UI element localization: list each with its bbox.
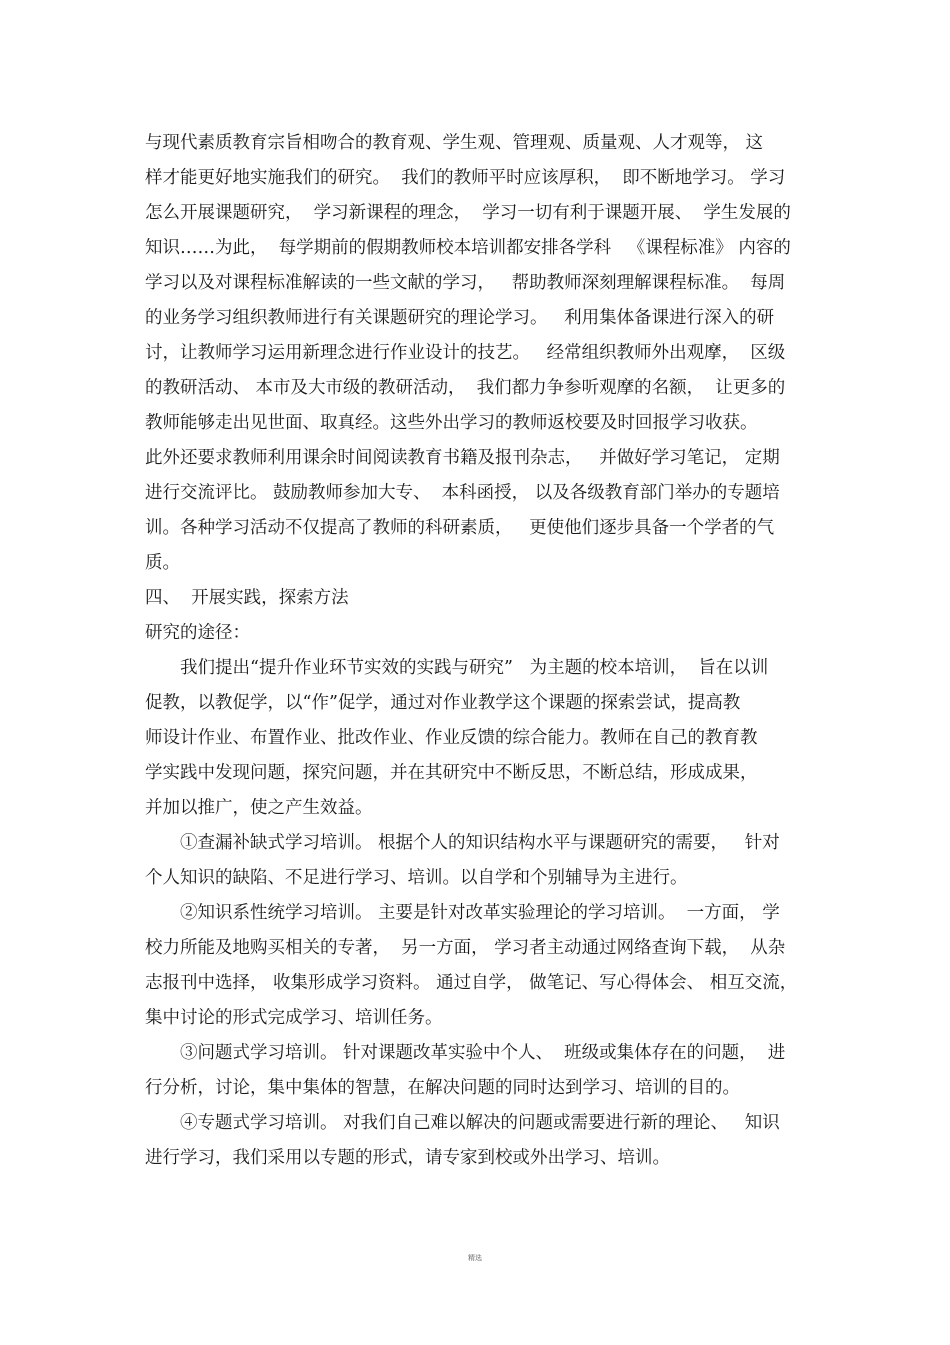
text-line: 志报刊中选择， 收集形成学习资料。 通过自学， 做笔记、写心得体会、 相互交流， <box>145 973 798 993</box>
text-line: ①查漏补缺式学习培训。 根据个人的知识结构水平与课题研究的需要， 针对 <box>180 833 780 853</box>
text-line: 并加以推广，使之产生效益。 <box>145 798 373 818</box>
text-line: 与现代素质教育宗旨相吻合的教育观、学生观、管理观、质量观、人才观等， 这 <box>145 133 764 153</box>
text-line: 学习以及对课程标准解读的一些文献的学习， 帮助教师深刻理解课程标准。 每周 <box>145 273 786 293</box>
text-line: 学实践中发现问题，探究问题，并在其研究中不断反思，不断总结，形成成果， <box>145 763 758 783</box>
text-line: 我们提出“提升作业环节实效的实践与研究” 为主题的校本培训， 旨在以训 <box>180 658 769 678</box>
text-line: 讨，让教师学习运用新理念进行作业设计的技艺。 经常组织教师外出观摩， 区级 <box>145 343 786 363</box>
text-line: 的教研活动、 本市及大市级的教研活动， 我们都力争参听观摩的名额， 让更多的 <box>145 378 786 398</box>
text-line: 进行交流评比。 鼓励教师参加大专、 本科函授， 以及各级教育部门举办的专题培 <box>145 483 780 503</box>
text-line: 质。 <box>145 553 180 573</box>
text-line: 进行学习，我们采用以专题的形式，请专家到校或外出学习、培训。 <box>145 1148 670 1168</box>
text-line: 的业务学习组织教师进行有关课题研究的理论学习。 利用集体备课进行深入的研 <box>145 308 775 328</box>
page-footer: 精选 <box>468 1254 482 1262</box>
text-line: 个人知识的缺陷、不足进行学习、培训。以自学和个别辅导为主进行。 <box>145 868 688 888</box>
text-line: 校力所能及地购买相关的专著， 另一方面， 学习者主动通过网络查询下载， 从杂 <box>145 938 786 958</box>
text-line: 行分析，讨论，集中集体的智慧，在解决问题的同时达到学习、培训的目的。 <box>145 1078 740 1098</box>
text-line: ②知识系性统学习培训。 主要是针对改革实验理论的学习培训。 一方面， 学 <box>180 903 780 923</box>
text-line: 促教，以教促学，以“作”促学，通过对作业教学这个课题的探索尝试，提高教 <box>145 693 741 713</box>
text-line: 教师能够走出见世面、取真经。这些外出学习的教师返校要及时回报学习收获。 <box>145 413 758 433</box>
text-line: 此外还要求教师利用课余时间阅读教育书籍及报刊杂志， 并做好学习笔记， 定期 <box>145 448 780 468</box>
text-line: 样才能更好地实施我们的研究。 我们的教师平时应该厚积， 即不断地学习。 学习 <box>145 168 786 188</box>
body-text <box>145 126 815 1176</box>
text-line: 知识……为此， 每学期前的假期教师校本培训都安排各学科 《课程标准》 内容的 <box>145 238 791 258</box>
text-line: 研究的途径： <box>145 623 250 643</box>
text-line: ③问题式学习培训。 针对课题改革实验中个人、 班级或集体存在的问题， 进 <box>180 1043 786 1063</box>
text-line: 怎么开展课题研究， 学习新课程的理念， 学习一切有利于课题开展、 学生发展的 <box>145 203 791 223</box>
text-line: 四、 开展实践，探索方法 <box>145 588 349 608</box>
text-line: ④专题式学习培训。 对我们自己难以解决的问题或需要进行新的理论、 知识 <box>180 1113 780 1133</box>
text-line: 师设计作业、布置作业、批改作业、作业反馈的综合能力。教师在自己的教育教 <box>145 728 758 748</box>
text-line: 训。各种学习活动不仅提高了教师的科研素质， 更使他们逐步具备一个学者的气 <box>145 518 775 538</box>
text-line: 集中讨论的形式完成学习、培训任务。 <box>145 1008 443 1028</box>
